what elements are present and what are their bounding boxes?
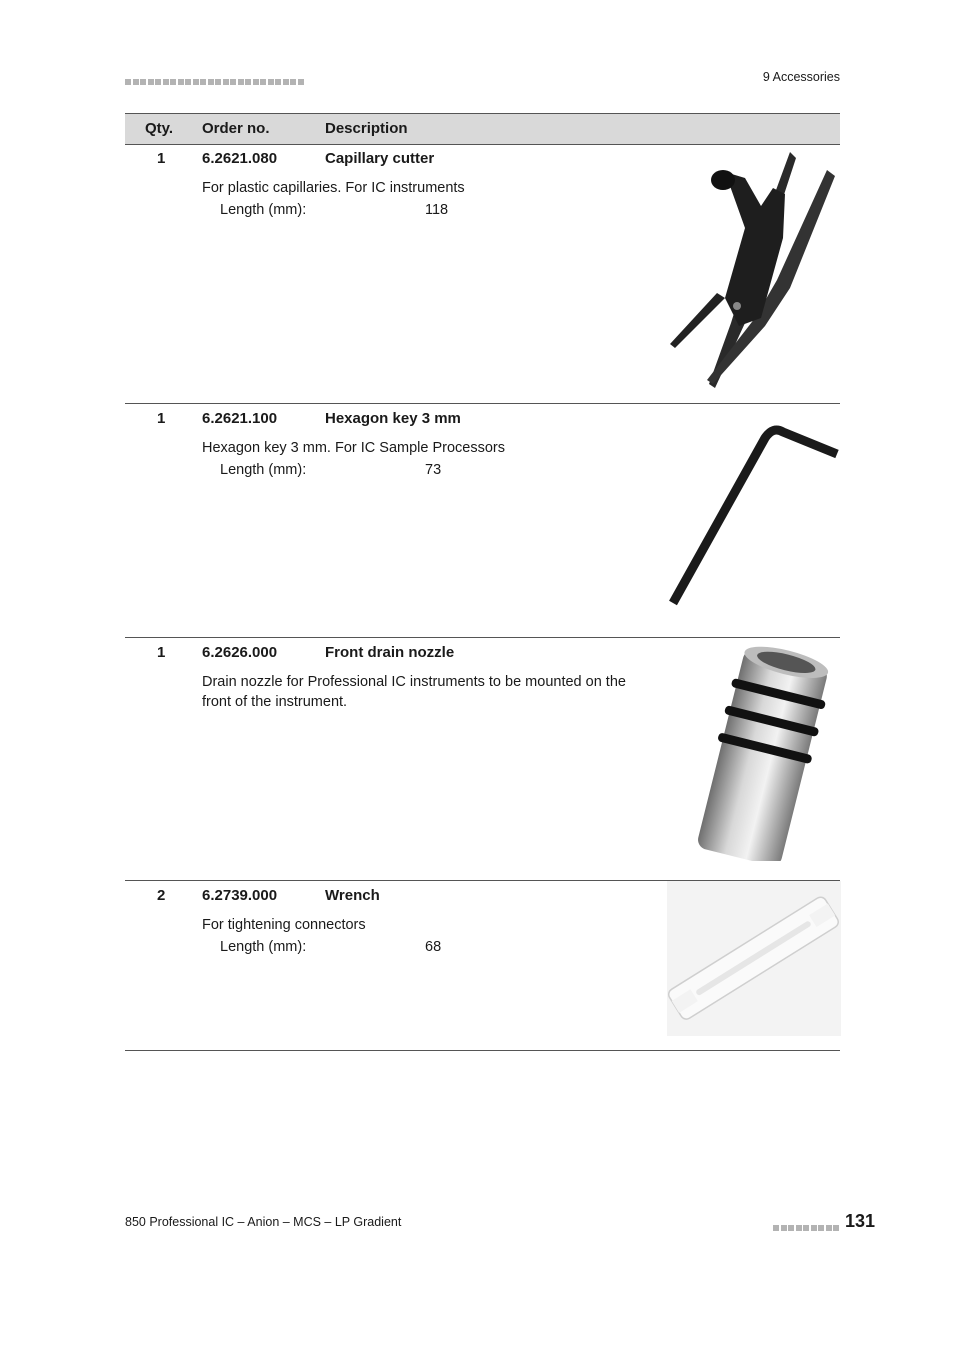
header-qty: Qty. bbox=[145, 120, 174, 137]
drain-nozzle-image bbox=[675, 646, 840, 861]
row-title: Wrench bbox=[325, 887, 380, 904]
spec-value: 118 bbox=[425, 202, 449, 218]
table-row bbox=[125, 144, 840, 403]
hexagon-key-image bbox=[665, 418, 840, 618]
spec-label: Length (mm): bbox=[220, 202, 307, 218]
row-order-no: 6.2621.100 bbox=[202, 410, 278, 427]
page-number: 131 bbox=[845, 1211, 876, 1231]
row-description: For tightening connectors bbox=[202, 917, 366, 933]
table-row bbox=[125, 881, 840, 1050]
spec-label: Length (mm): bbox=[220, 939, 307, 955]
header-decoration bbox=[125, 72, 307, 80]
table-header bbox=[125, 113, 840, 145]
document-title: 850 Professional IC – Anion – MCS – LP Gradient bbox=[125, 1215, 402, 1229]
row-description: Hexagon key 3 mm. For IC Sample Processors bbox=[202, 440, 505, 456]
wrench-image bbox=[667, 881, 841, 1036]
capillary-cutter-image bbox=[665, 148, 840, 388]
header-order-no: Order no. bbox=[202, 120, 270, 137]
header-description: Description bbox=[325, 120, 408, 137]
row-title: Capillary cutter bbox=[325, 150, 435, 167]
row-qty: 1 bbox=[157, 644, 166, 661]
table-row bbox=[125, 404, 840, 637]
row-description: For plastic capillaries. For IC instruments bbox=[202, 180, 465, 196]
chapter-heading: 9 Accessories bbox=[762, 70, 840, 84]
row-title: Front drain nozzle bbox=[325, 644, 455, 661]
row-description: Drain nozzle for Professional IC instruments to be mounted on the front of the instrument. bbox=[202, 674, 626, 710]
row-order-no: 6.2739.000 bbox=[202, 887, 278, 904]
row-qty: 2 bbox=[157, 887, 166, 904]
row-qty: 1 bbox=[157, 410, 166, 427]
row-qty: 1 bbox=[157, 150, 166, 167]
row-separator bbox=[125, 1050, 840, 1051]
spec-value: 68 bbox=[425, 939, 442, 955]
row-order-no: 6.2626.000 bbox=[202, 644, 278, 661]
spec-label: Length (mm): bbox=[220, 462, 307, 478]
row-title: Hexagon key 3 mm bbox=[325, 410, 461, 427]
spec-value: 73 bbox=[425, 462, 442, 478]
footer-decoration bbox=[773, 1218, 841, 1226]
table-row bbox=[125, 638, 840, 880]
row-order-no: 6.2621.080 bbox=[202, 150, 278, 167]
